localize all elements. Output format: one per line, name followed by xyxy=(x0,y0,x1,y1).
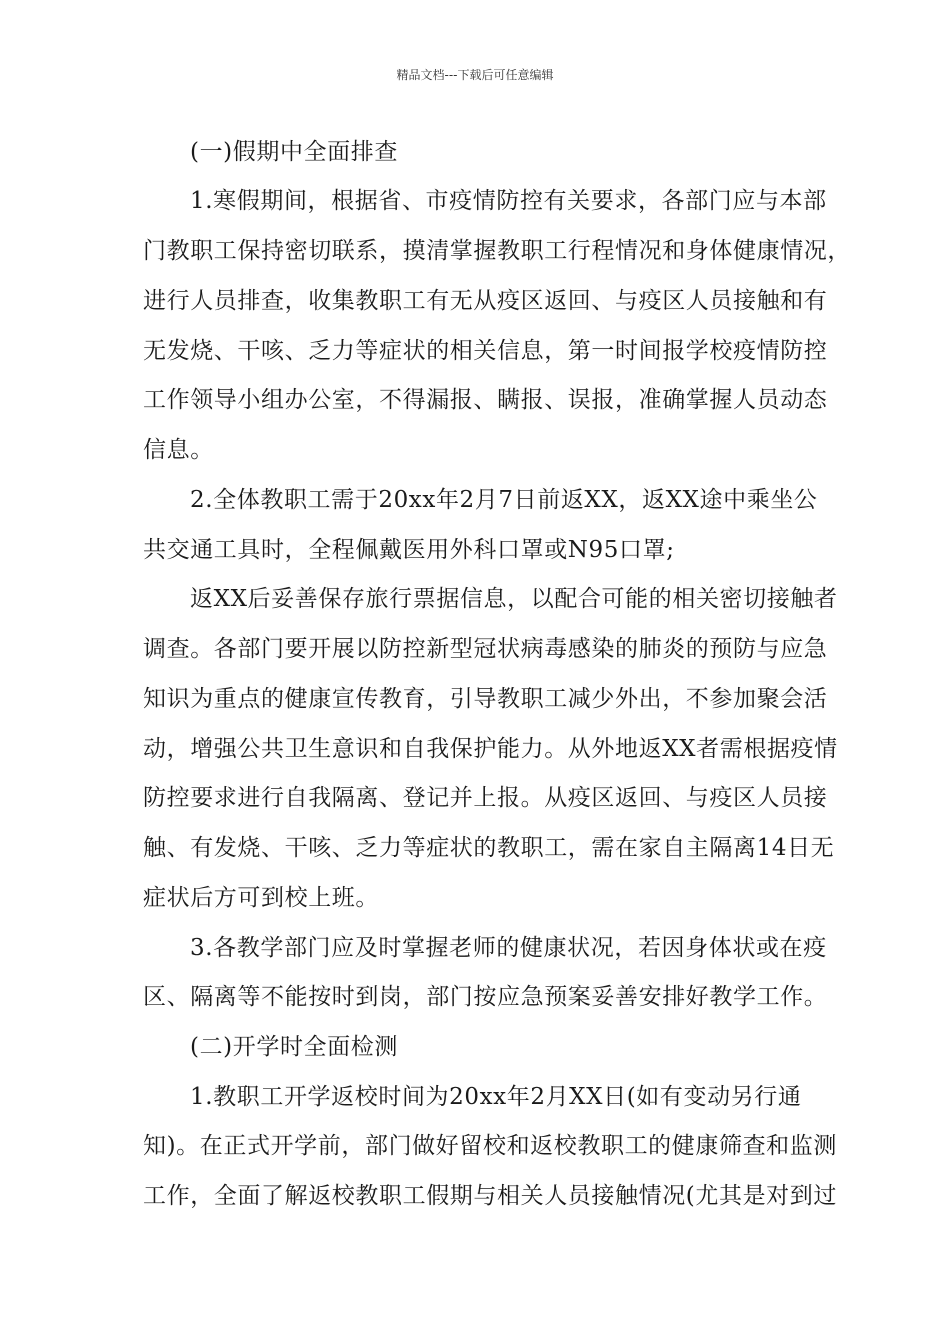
paragraph-line: 进行人员排查，收集教职工有无从疫区返回、与疫区人员接触和有 xyxy=(143,288,828,314)
paragraph-line: 知)。在正式开学前，部门做好留校和返校教职工的健康筛查和监测 xyxy=(143,1133,837,1159)
paragraph-line: 1.寒假期间，根据省、市疫情防控有关要求，各部门应与本部 xyxy=(190,188,827,214)
paragraph-line: 区、隔离等不能按时到岗，部门按应急预案妥善安排好教学工作。 xyxy=(143,984,828,1010)
paragraph-line: 2.全体教职工需于20xx年2月7日前返XX，返XX途中乘坐公 xyxy=(190,487,818,513)
section-heading-1: (一)假期中全面排查 xyxy=(190,139,398,165)
paragraph-line: 症状后方可到校上班。 xyxy=(143,885,379,911)
paragraph-line: 调查。各部门要开展以防控新型冠状病毒感染的肺炎的预防与应急 xyxy=(143,636,828,662)
page-header: 精品文档---下载后可任意编辑 xyxy=(396,68,554,82)
paragraph-line: 共交通工具时，全程佩戴医用外科口罩或N95口罩; xyxy=(143,537,675,563)
paragraph-line: 1.教职工开学返校时间为20xx年2月XX日(如有变动另行通 xyxy=(190,1084,802,1110)
paragraph-line: 触、有发烧、干咳、乏力等症状的教职工，需在家自主隔离14日无 xyxy=(143,835,835,861)
paragraph-line: 3.各教学部门应及时掌握老师的健康状况，若因身体状或在疫 xyxy=(190,935,827,961)
paragraph-line: 工作，全面了解返校教职工假期与相关人员接触情况(尤其是对到过 xyxy=(143,1183,837,1209)
paragraph-line: 信息。 xyxy=(143,437,214,463)
paragraph-line: 返XX后妥善保存旅行票据信息，以配合可能的相关密切接触者 xyxy=(190,586,838,612)
paragraph-line: 门教职工保持密切联系，摸清掌握教职工行程情况和身体健康情况， xyxy=(143,238,851,264)
paragraph-line: 防控要求进行自我隔离、登记并上报。从疫区返回、与疫区人员接 xyxy=(143,785,828,811)
paragraph-line: 无发烧、干咳、乏力等症状的相关信息，第一时间报学校疫情防控 xyxy=(143,338,828,364)
paragraph-line: 工作领导小组办公室，不得漏报、瞒报、误报，准确掌握人员动态 xyxy=(143,387,828,413)
section-heading-2: (二)开学时全面检测 xyxy=(190,1034,398,1060)
paragraph-line: 动，增强公共卫生意识和自我保护能力。从外地返XX者需根据疫情 xyxy=(143,736,838,762)
paragraph-line: 知识为重点的健康宣传教育，引导教职工减少外出，不参加聚会活 xyxy=(143,686,828,712)
